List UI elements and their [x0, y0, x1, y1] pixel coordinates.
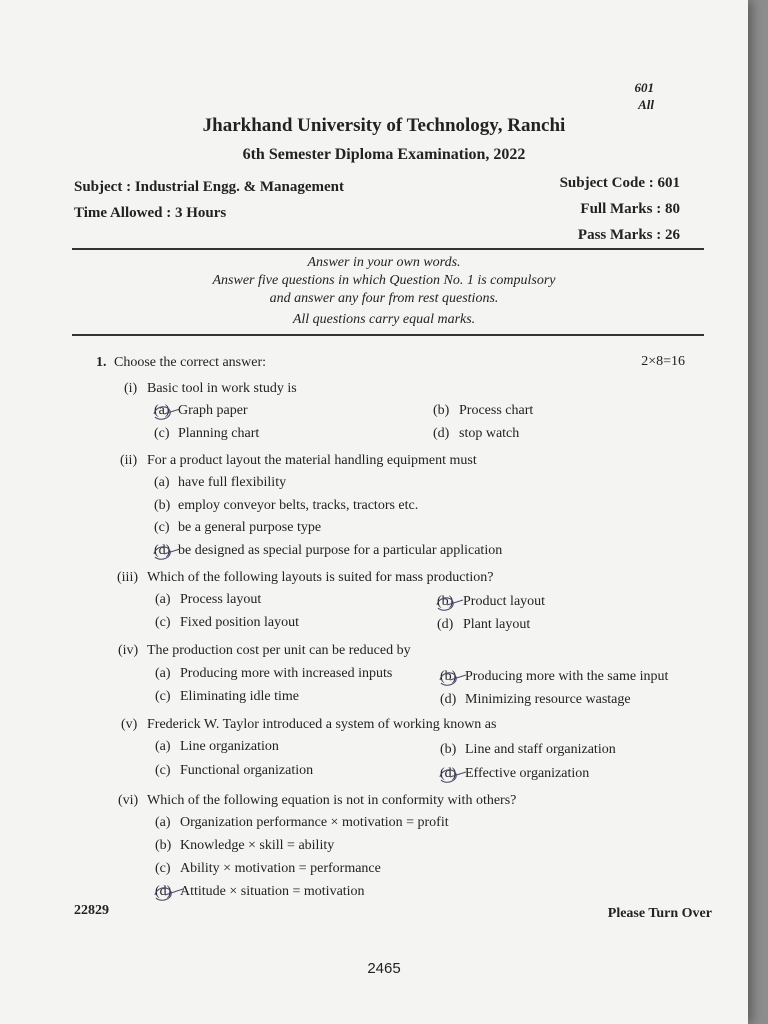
option-text: employ conveyor belts, tracks, tractors etc.	[178, 498, 419, 513]
instruction-line-2: Answer five questions in which Question No. 1 is compulsory	[212, 273, 556, 288]
option-text: Product layout	[463, 594, 546, 609]
option-label: (a)	[154, 475, 170, 490]
option-text: Organization performance × motivation = profit	[180, 815, 449, 830]
option-text: Line and staff organization	[465, 742, 616, 757]
subject-code: Subject Code : 601	[559, 175, 680, 191]
instruction-line-3: and answer any four from rest questions.	[269, 291, 499, 306]
paper-id: 22829	[74, 903, 109, 918]
instruction-line-4: All questions carry equal marks.	[292, 312, 476, 327]
item-label: (iii)	[117, 570, 138, 585]
option-label: (d)	[440, 692, 457, 707]
item-text: The production cost per unit can be reduced by	[147, 643, 411, 658]
please-turn-over: Please Turn Over	[607, 906, 712, 921]
top-divider	[72, 248, 704, 250]
option-text: be designed as special purpose for a particular application	[178, 543, 503, 558]
option-label: (b)	[154, 498, 171, 513]
option-label: (d)	[155, 884, 172, 899]
option-text: stop watch	[459, 426, 520, 441]
item-text: For a product layout the material handling equipment must	[147, 453, 477, 468]
option-text: Planning chart	[178, 426, 260, 441]
option-label: (d)	[437, 617, 454, 632]
pen-mark-icon	[151, 883, 185, 905]
subject-name: Subject : Industrial Engg. & Management	[74, 179, 345, 195]
option-text: Knowledge × skill = ability	[180, 838, 335, 853]
item-label: (vi)	[118, 793, 139, 808]
option-text: Effective organization	[465, 766, 590, 781]
option-text: Minimizing resource wastage	[465, 692, 631, 707]
option-text: Process chart	[459, 403, 534, 418]
option-label: (c)	[154, 520, 170, 535]
question-number: 1.	[96, 355, 107, 370]
option-text: Eliminating idle time	[180, 689, 299, 704]
option-label: (b)	[155, 838, 172, 853]
pass-marks: Pass Marks : 26	[577, 227, 680, 243]
time-allowed: Time Allowed : 3 Hours	[74, 205, 227, 221]
option-text: Functional organization	[180, 763, 314, 778]
option-label: (b)	[440, 742, 457, 757]
option-text: Ability × motivation = performance	[180, 861, 381, 876]
question-marks: 2×8=16	[641, 354, 685, 369]
option-label: (a)	[154, 403, 170, 418]
option-text: Graph paper	[178, 403, 248, 418]
option-text: Attitude × situation = motivation	[180, 884, 365, 899]
option-text: Producing more with the same input	[465, 669, 669, 684]
option-label: (c)	[155, 763, 171, 778]
option-label: (a)	[155, 739, 171, 754]
option-label: (b)	[437, 594, 454, 609]
item-text: Which of the following layouts is suited for mass production?	[147, 570, 494, 585]
pen-mark-icon	[436, 668, 468, 690]
instruction-line-1: Answer in your own words.	[307, 255, 461, 270]
option-label: (c)	[154, 426, 170, 441]
option-label: (d)	[154, 543, 171, 558]
exam-title: 6th Semester Diploma Examination, 2022	[242, 146, 526, 163]
option-label: (a)	[155, 666, 171, 681]
item-text: Frederick W. Taylor introduced a system of working known as	[147, 717, 497, 732]
question-text: Choose the correct answer:	[114, 355, 266, 370]
corner-group: All	[638, 97, 654, 112]
option-label: (c)	[155, 689, 171, 704]
option-label: (a)	[155, 815, 171, 830]
item-text: Basic tool in work study is	[147, 381, 297, 396]
item-label: (v)	[121, 717, 138, 732]
option-text: Producing more with increased inputs	[180, 666, 393, 681]
option-label: (c)	[155, 615, 171, 630]
option-text: Fixed position layout	[180, 615, 299, 630]
pen-mark-icon	[433, 593, 465, 615]
item-label: (ii)	[120, 453, 138, 468]
corner-code: 601	[634, 80, 654, 95]
item-text: Which of the following equation is not in conformity with others?	[147, 793, 517, 808]
university-title: Jharkhand University of Technology, Ranchi	[202, 115, 566, 136]
option-label: (d)	[433, 426, 450, 441]
pen-mark-icon	[436, 765, 468, 787]
pen-mark-icon	[150, 402, 182, 424]
bottom-divider	[72, 334, 704, 336]
option-label: (b)	[433, 403, 450, 418]
option-label: (b)	[440, 669, 457, 684]
page-number: 2465	[367, 960, 401, 977]
full-marks: Full Marks : 80	[580, 201, 680, 217]
pen-mark-icon	[150, 542, 182, 564]
option-text: Plant layout	[463, 617, 531, 632]
option-text: be a general purpose type	[178, 520, 322, 535]
option-label: (c)	[155, 861, 171, 876]
option-label: (a)	[155, 592, 171, 607]
option-text: Line organization	[180, 739, 279, 754]
option-text: have full flexibility	[178, 475, 287, 490]
option-label: (d)	[440, 766, 457, 781]
item-label: (iv)	[118, 643, 139, 658]
option-text: Process layout	[180, 592, 262, 607]
item-label: (i)	[124, 381, 138, 396]
